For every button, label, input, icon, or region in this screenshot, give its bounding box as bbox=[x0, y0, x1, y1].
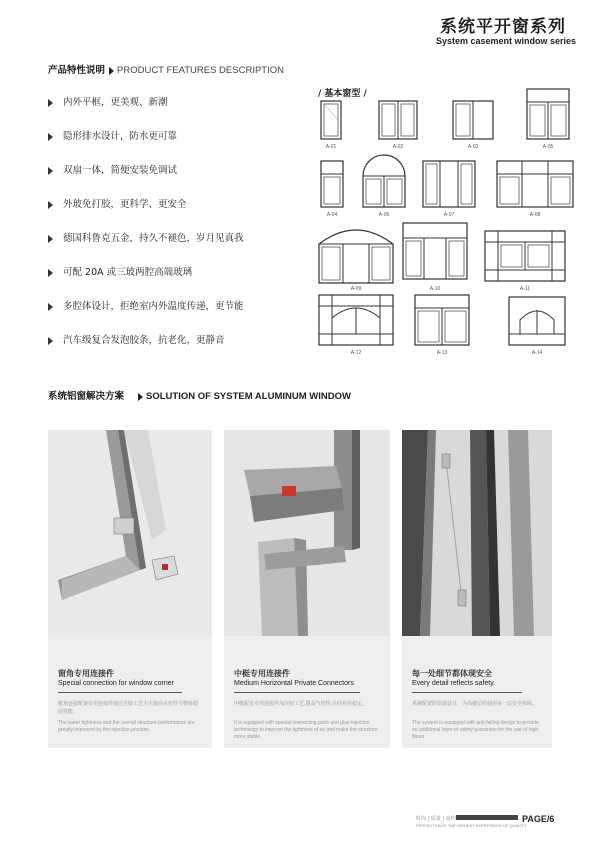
window-label: A-11 bbox=[519, 286, 531, 292]
window-label: A-04 bbox=[326, 212, 338, 218]
card-title-cn: 中梃专用连接件 bbox=[234, 669, 290, 678]
card-title-en: Special connection for window corner bbox=[58, 680, 174, 687]
page-title: 系统平开窗系列 bbox=[440, 17, 566, 37]
window-diagram-a02 bbox=[378, 100, 418, 140]
window-diagram-a11 bbox=[484, 230, 566, 282]
bullet-triangle-icon bbox=[48, 269, 53, 277]
solution-heading-en: SOLUTION OF SYSTEM ALUMINUM WINDOW bbox=[146, 391, 351, 402]
footer-tagline: 时尚 | 质量 | 简约 bbox=[416, 816, 456, 822]
features-heading-en: PRODUCT FEATURES DESCRIPTION bbox=[117, 65, 284, 76]
solution-heading-cn: 系统铝窗解决方案 bbox=[48, 391, 125, 402]
window-corner-photo bbox=[48, 430, 212, 636]
window-label: A-06 bbox=[378, 212, 390, 218]
card-desc-en: It is equipped with special connecting parts and glue injection technology to improve the tightness of air and make the structure more stable. bbox=[234, 720, 378, 740]
feature-item: 可配 20A 或三玻两腔高端玻璃 bbox=[48, 264, 192, 278]
window-label: A-14 bbox=[531, 350, 543, 356]
divider bbox=[412, 692, 522, 693]
window-label: A-08 bbox=[529, 212, 541, 218]
card-desc-en: The water tightness and the overall structure performance are greatly improved by the injection process. bbox=[58, 720, 195, 733]
window-label: A-09 bbox=[350, 286, 362, 292]
window-diagram-a01 bbox=[320, 100, 342, 140]
page-subtitle: System casement window series bbox=[436, 36, 577, 46]
card-desc-cn: 框角连接配备专用连接件通过注胶工艺大大提高水密性与整体稳固性能。 bbox=[58, 701, 199, 715]
feature-item: 双扇一体，简便安装免调试 bbox=[48, 162, 177, 176]
window-label: A-01 bbox=[325, 144, 337, 150]
features-heading-cn: 产品特性说明 bbox=[48, 65, 106, 76]
bullet-triangle-icon bbox=[48, 201, 53, 209]
window-label: A-12 bbox=[350, 350, 362, 356]
feature-item: 汽车级复合发泡胶条，抗老化，更静音 bbox=[48, 332, 225, 346]
triangle-icon bbox=[138, 393, 143, 401]
window-diagram-a10 bbox=[402, 222, 468, 280]
footer-bar bbox=[456, 815, 518, 820]
card-desc-en: The system is equipped with anti-falling design to provide an additional layer of safety guarantee for the use of high floors. bbox=[412, 720, 539, 740]
mullion-connector-photo bbox=[224, 430, 390, 636]
feature-item: 多腔体设计，拒绝室内外温度传递，更节能 bbox=[48, 298, 244, 312]
window-diagram-a08 bbox=[496, 160, 574, 208]
window-diagram-a12 bbox=[318, 294, 394, 346]
features-heading bbox=[48, 62, 284, 76]
card-title-en: Every detail reflects safety. bbox=[412, 680, 496, 687]
window-diagram-a13 bbox=[414, 294, 470, 346]
window-diagram-a09 bbox=[318, 222, 394, 284]
window-diagram-a07 bbox=[422, 160, 476, 208]
bullet-triangle-icon bbox=[48, 235, 53, 243]
feature-item: 德国科鲁克五金，持久不褪色，岁月见真我 bbox=[48, 230, 244, 244]
window-diagram-a05 bbox=[526, 88, 570, 140]
window-diagram-a03 bbox=[452, 100, 494, 140]
bullet-triangle-icon bbox=[48, 99, 53, 107]
triangle-icon bbox=[109, 67, 114, 75]
feature-item: 内外平框，更美观、新潮 bbox=[48, 94, 168, 108]
solution-card bbox=[48, 430, 212, 748]
window-types-label: / 基本窗型 / bbox=[318, 89, 367, 99]
window-label: A-05 bbox=[542, 144, 554, 150]
window-label: A-03 bbox=[467, 144, 479, 150]
page-number: PAGE/6 bbox=[522, 814, 555, 824]
window-label: A-10 bbox=[429, 286, 441, 292]
card-title-en: Medium Horizontal Private Connectors bbox=[234, 680, 354, 687]
safety-detail-photo bbox=[402, 430, 552, 636]
window-diagram-a14 bbox=[508, 296, 566, 346]
card-title-cn: 窗角专用连接件 bbox=[58, 669, 114, 678]
window-label: A-13 bbox=[436, 350, 448, 356]
card-desc-cn: 系统配置防坠落设计，为高楼层的使用多一层安全保障。 bbox=[412, 701, 538, 707]
feature-item: 隐形排水设计，防水更可靠 bbox=[48, 128, 177, 142]
divider bbox=[58, 692, 182, 693]
solution-card bbox=[402, 430, 552, 748]
bullet-triangle-icon bbox=[48, 133, 53, 141]
window-diagram-a04 bbox=[320, 160, 344, 208]
card-desc-cn: 中梃配有专用连接件加注胶工艺,提高气密性,让结构更稳定。 bbox=[234, 701, 368, 707]
bullet-triangle-icon bbox=[48, 337, 53, 345]
divider bbox=[234, 692, 360, 693]
feature-item: 外玻免打胶，更科学、更安全 bbox=[48, 196, 187, 210]
bullet-triangle-icon bbox=[48, 167, 53, 175]
solution-heading bbox=[48, 388, 351, 402]
window-label: A-02 bbox=[392, 144, 404, 150]
solution-card bbox=[224, 430, 390, 748]
footer-motto: PERFECTION IS THE HIGHEST EXPRESSION OF QUALITY bbox=[416, 823, 527, 828]
window-diagram-a06 bbox=[362, 154, 406, 208]
bullet-triangle-icon bbox=[48, 303, 53, 311]
card-title-cn: 每一处细节都体现安全 bbox=[412, 669, 492, 678]
window-label: A-07 bbox=[443, 212, 455, 218]
